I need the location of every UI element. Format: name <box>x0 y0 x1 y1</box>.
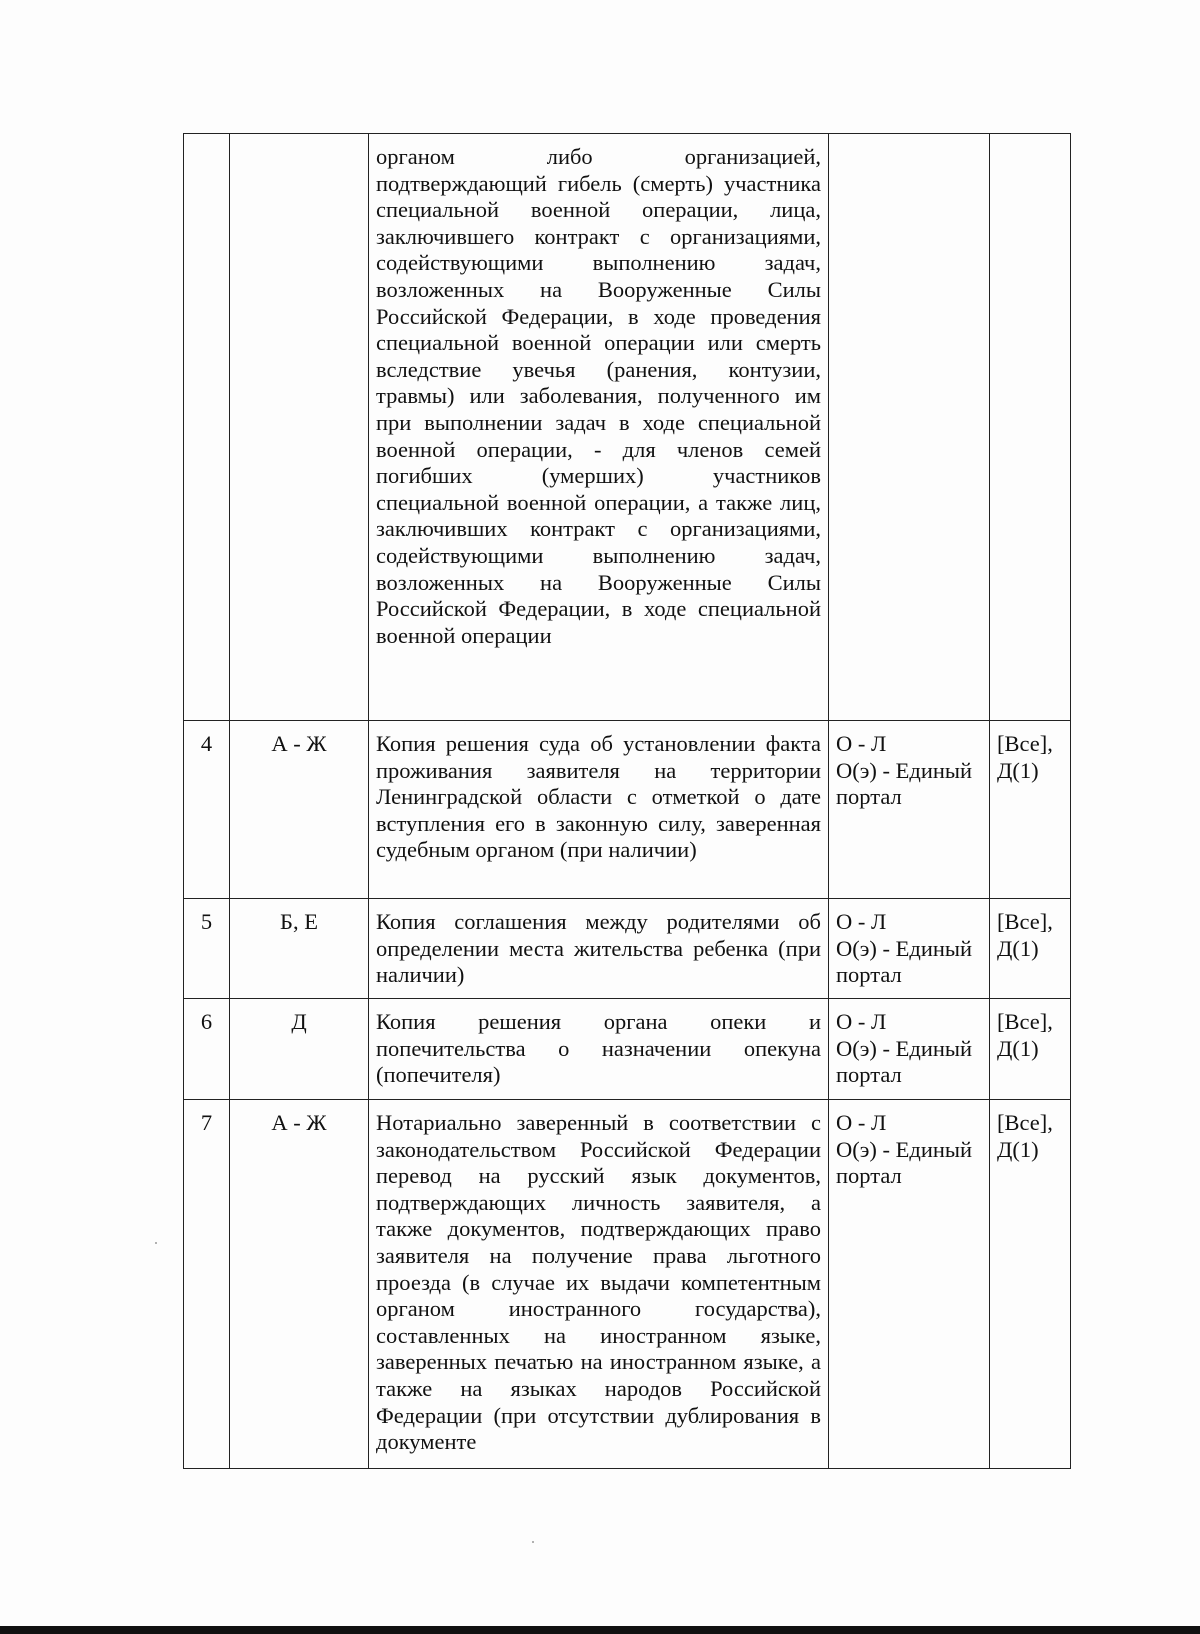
note-cell <box>990 721 1071 899</box>
submission-method-line: О(э) - Единый портал <box>836 1136 973 1189</box>
scan-speck <box>155 1242 157 1244</box>
table-row <box>184 721 1071 899</box>
category-cell: А - Ж <box>230 721 369 899</box>
category-cell: А - Ж <box>230 1100 369 1469</box>
submission-method-cell <box>829 899 990 999</box>
row-number-cell: 6 <box>184 999 230 1100</box>
document-table <box>183 133 1071 1469</box>
note-line: [Все], <box>997 909 1053 934</box>
note-line: [Все], <box>997 731 1053 756</box>
document-description-cell: Копия решения суда об установлении факта проживания заявителя на территории Ленинградской области с отметкой о дате вступления его в законную силу, заверенная судебным органом (при наличии) <box>369 721 829 899</box>
note-line: Д(1) <box>997 757 1039 783</box>
submission-method-line: О - Л <box>836 731 887 756</box>
note-line: [Все], <box>997 1110 1053 1135</box>
submission-method-line: О(э) - Единый портал <box>836 757 973 810</box>
category-cell <box>230 134 369 721</box>
category-cell: Д <box>230 999 369 1100</box>
note-cell <box>990 899 1071 999</box>
table-row <box>184 134 1071 721</box>
row-number-cell: 7 <box>184 1100 230 1469</box>
submission-method-cell <box>829 721 990 899</box>
submission-method-line: О - Л <box>836 909 887 934</box>
document-description-cell: Копия соглашения между родителями об определении места жительства ребенка (при наличии) <box>369 899 829 999</box>
row-number-cell: 4 <box>184 721 230 899</box>
note-line: Д(1) <box>997 1035 1039 1061</box>
document-description-cell: Нотариально заверенный в соответствии с законодательством Российской Федерации перевод на русский язык документов, подтверждающих личность заявителя, а также документов, подтверждающих право заявителя на получение права льготного проезда (в случае их выдачи компетентным органом иностранного государства), составленных на иностранном языке, заверенных печатью на иностранном языке, а также на языках народов Российской Федерации (при отсутствии дублирования в документе <box>369 1100 829 1469</box>
table-row <box>184 999 1071 1100</box>
table-row <box>184 1100 1071 1469</box>
category-cell: Б, Е <box>230 899 369 999</box>
note-cell <box>990 134 1071 721</box>
submission-method-line: О - Л <box>836 1110 887 1135</box>
submission-method-cell <box>829 1100 990 1469</box>
submission-method-line: О(э) - Единый портал <box>836 935 973 988</box>
submission-method-line: О - Л <box>836 1009 887 1034</box>
submission-method-line: О(э) - Единый портал <box>836 1035 973 1088</box>
submission-method-cell <box>829 134 990 721</box>
document-description-cell: Копия решения органа опеки и попечительства о назначении опекуна (попечителя) <box>369 999 829 1100</box>
note-cell <box>990 1100 1071 1469</box>
scan-edge-bar <box>0 1626 1200 1634</box>
table-row <box>184 899 1071 999</box>
scan-speck <box>532 1541 534 1543</box>
document-description-cell: органом либо организацией, подтверждающий гибель (смерть) участника специальной военной операции, лица, заключившего контракт с организациями, содействующими выполнению задач, возложенных на Вооруженные Силы Российской Федерации, в ходе проведения специальной военной операции или смерть вследствие увечья (ранения, контузии, травмы) или заболевания, полученного им при выполнении задач в ходе специальной военной операции, - для членов семей погибших (умерших) участников специальной военной операции, а также лиц, заключивших контракт с организациями, содействующими выполнению задач, возложенных на Вооруженные Силы Российской Федерации, в ходе специальной военной операции <box>369 134 829 721</box>
row-number-cell <box>184 134 230 721</box>
note-line: [Все], <box>997 1009 1053 1034</box>
note-line: Д(1) <box>997 935 1039 961</box>
note-line: Д(1) <box>997 1136 1039 1162</box>
note-cell <box>990 999 1071 1100</box>
submission-method-cell <box>829 999 990 1100</box>
row-number-cell: 5 <box>184 899 230 999</box>
